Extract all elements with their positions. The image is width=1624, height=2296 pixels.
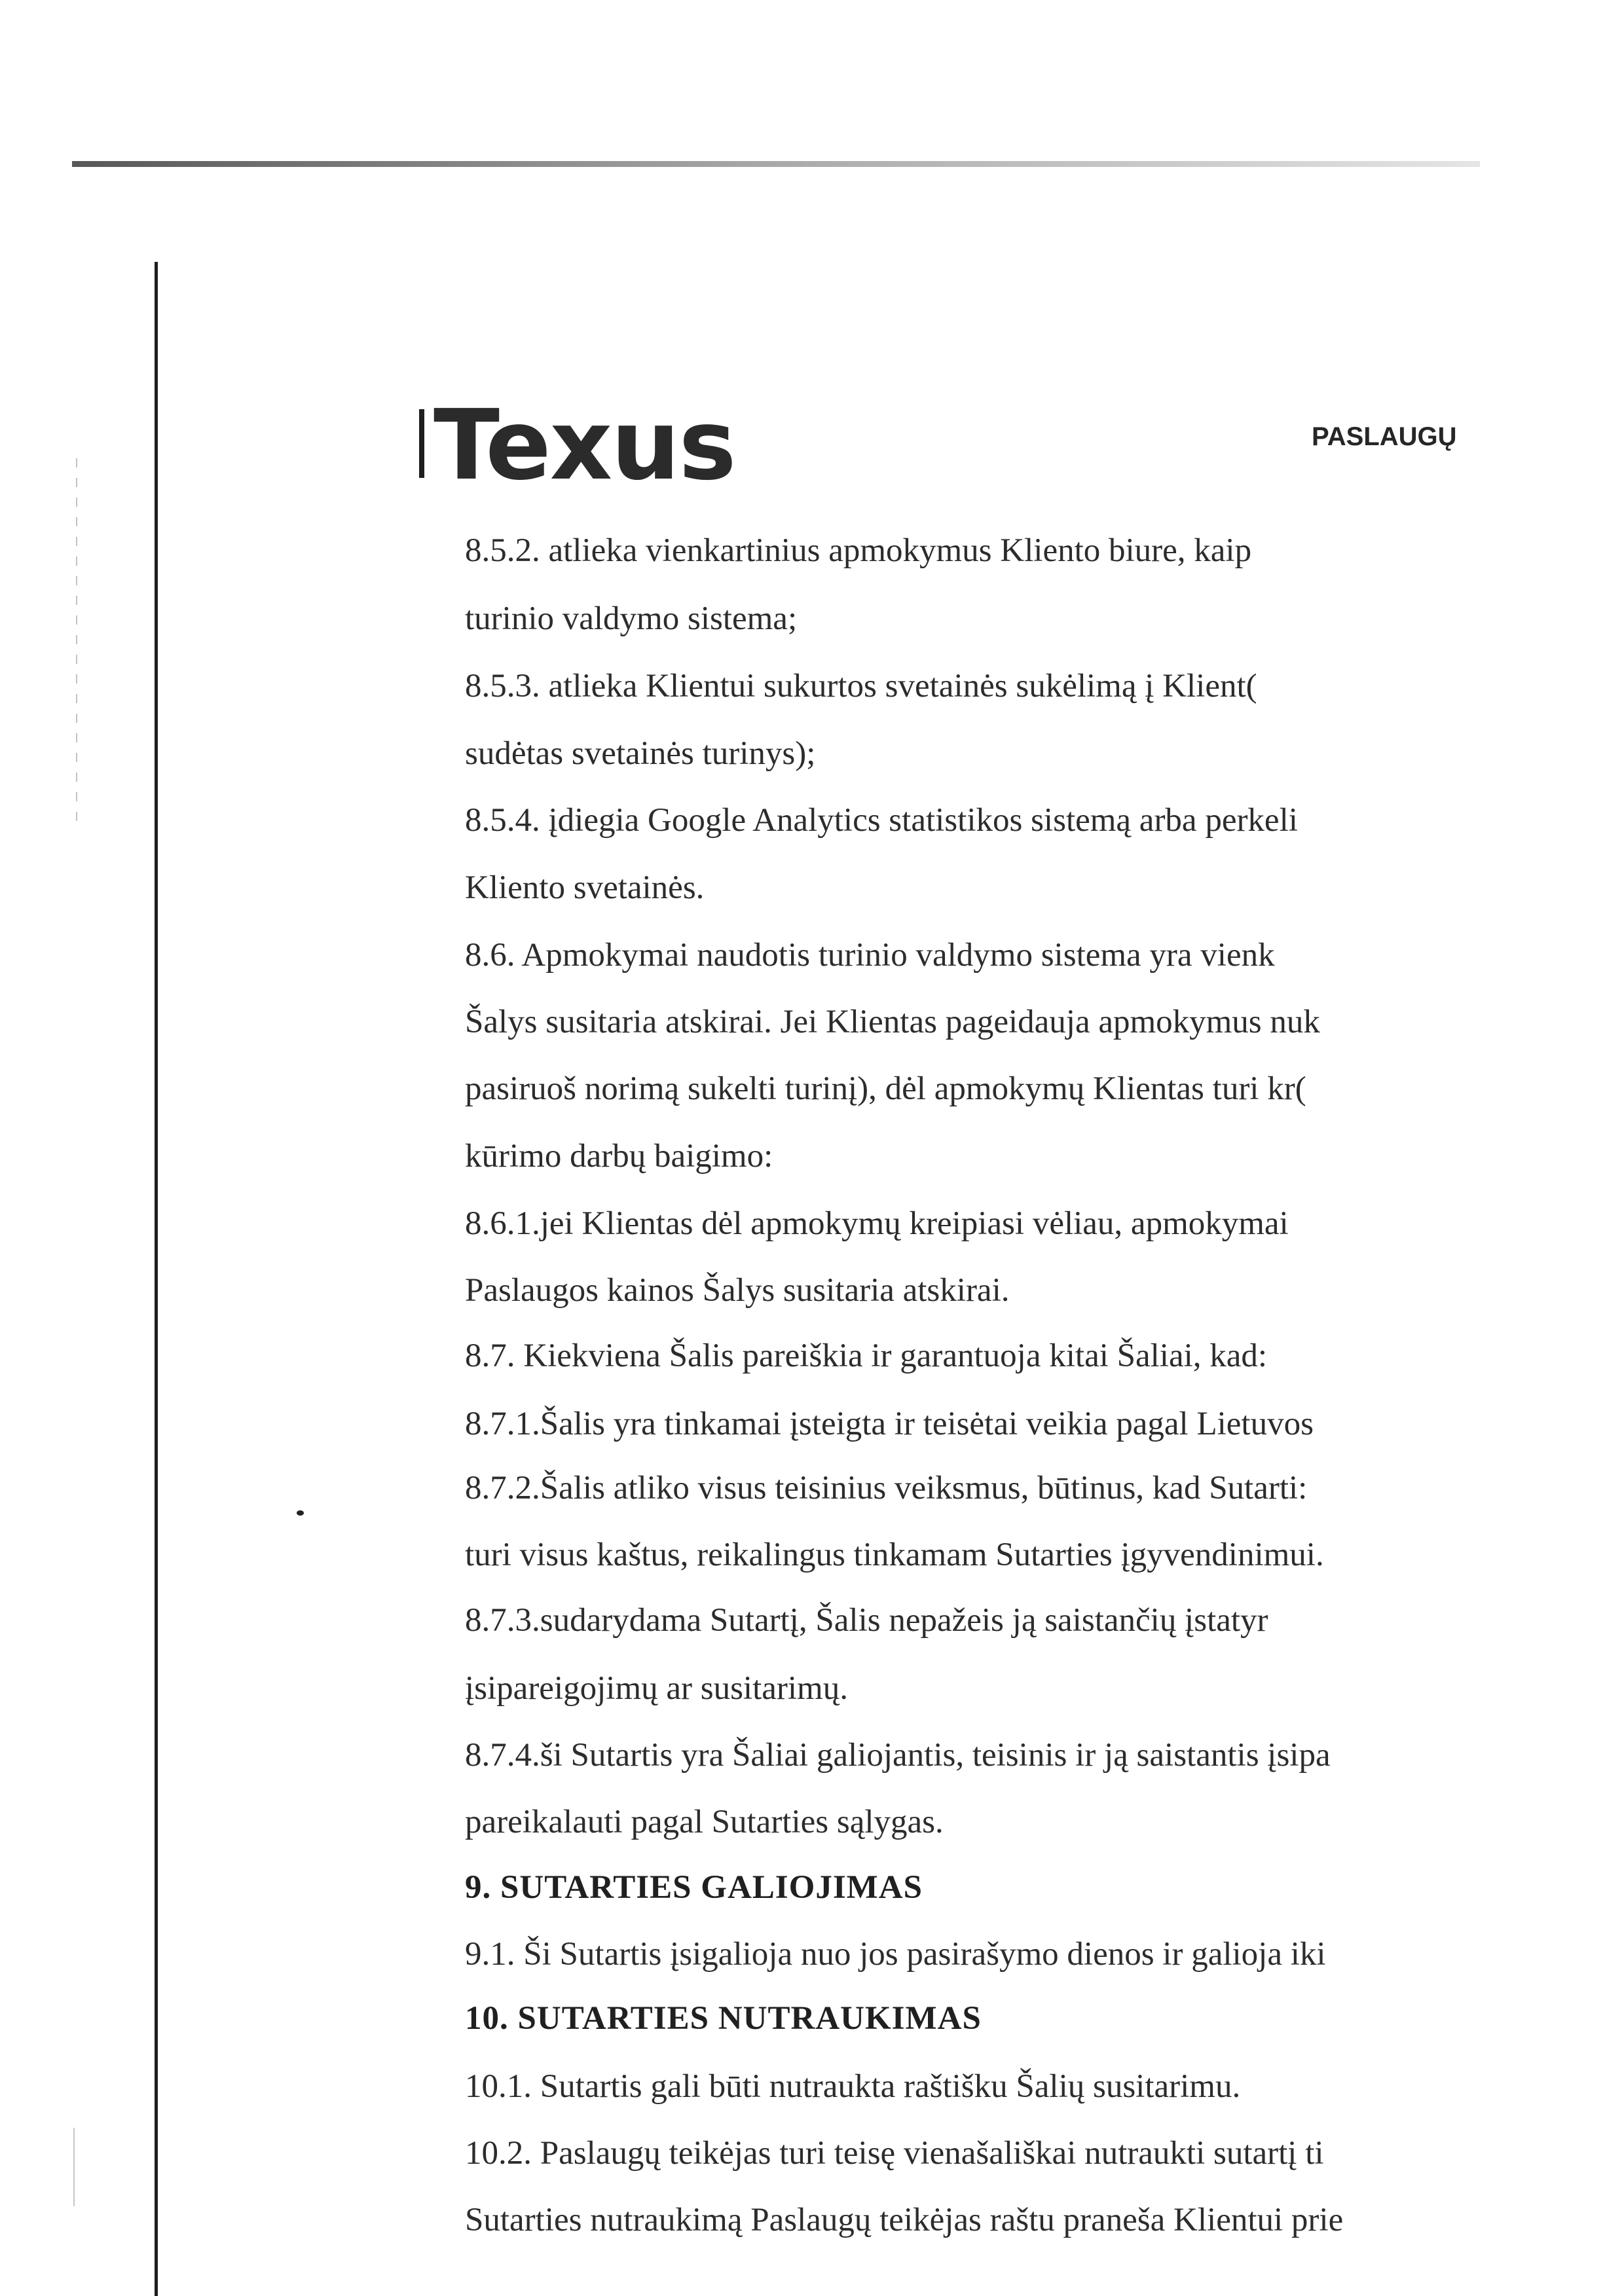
text-line: kūrimo darbų baigimo: (465, 1138, 773, 1175)
text-line: 8.5.3. atlieka Klientui sukurtos svetainės sukėlimą į Klient( (465, 668, 1257, 704)
company-logo: Texus (434, 389, 735, 501)
scan-top-edge (72, 161, 1480, 167)
scan-left-margin-line (155, 262, 158, 2296)
text-line: Paslaugos kainos Šalys susitaria atskirai. (465, 1272, 1010, 1309)
text-line: įsipareigojimų ar susitarimų. (465, 1670, 848, 1707)
text-line: 8.7.2.Šalis atliko visus teisinius veiksmus, būtinus, kad Sutarti: (465, 1470, 1308, 1506)
text-line: 8.6.1.jei Klientas dėl apmokymų kreipiasi vėliau, apmokymai (465, 1205, 1289, 1242)
text-line: 8.6. Apmokymai naudotis turinio valdymo sistema yra vienk (465, 937, 1275, 974)
section-heading: 9. SUTARTIES GALIOJIMAS (465, 1869, 923, 1906)
scan-left-faint-marks (76, 458, 77, 825)
text-line: pareikalauti pagal Sutarties sąlygas. (465, 1804, 944, 1840)
text-line: pasiruoš norimą sukelti turinį), dėl apmokymų Klientas turi kr( (465, 1070, 1306, 1107)
text-line: 8.7.4.ši Sutartis yra Šaliai galiojantis, teisinis ir ją saistantis įsipa (465, 1737, 1331, 1774)
text-line: 9.1. Ši Sutartis įsigalioja nuo jos pasirašymo dienos ir galioja iki (465, 1936, 1326, 1973)
text-line: turi visus kaštus, reikalingus tinkamam Sutarties įgyvendinimui. (465, 1537, 1324, 1573)
text-line: turinio valdymo sistema; (465, 600, 798, 637)
text-line: Šalys susitaria atskirai. Jei Klientas pageidauja apmokymus nuk (465, 1004, 1320, 1040)
text-line: 10.2. Paslaugų teikėjas turi teisę vienašališkai nutraukti sutartį ti (465, 2135, 1324, 2172)
document-body (465, 517, 1624, 2296)
text-line: 8.7.3.sudarydama Sutartį, Šalis nepažeis ją saistančių įstatyr (465, 1602, 1268, 1639)
text-line: 10.1. Sutartis gali būti nutraukta raštišku Šalių susitarimu. (465, 2068, 1241, 2105)
section-heading: 10. SUTARTIES NUTRAUKIMAS (465, 2000, 982, 2037)
document-header-title: PASLAUGŲ (1312, 422, 1457, 451)
scan-speck (297, 1510, 304, 1516)
text-line: 8.7. Kiekviena Šalis pareiškia ir garantuoja kitai Šaliai, kad: (465, 1338, 1268, 1374)
text-line: 8.7.1.Šalis yra tinkamai įsteigta ir teisėtai veikia pagal Lietuvos (465, 1406, 1314, 1442)
text-line: 8.5.4. įdiegia Google Analytics statistikos sistemą arba perkeli (465, 802, 1298, 839)
scan-left-faint-mark (73, 2128, 75, 2206)
text-line: Sutarties nutraukimą Paslaugų teikėjas raštu praneša Klientui prie (465, 2202, 1344, 2238)
text-line: 8.5.2. atlieka vienkartinius apmokymus Kliento biure, kaip (465, 532, 1252, 569)
header-logo-bar (419, 409, 424, 478)
text-line: sudėtas svetainės turinys); (465, 735, 816, 772)
text-line: Kliento svetainės. (465, 869, 705, 906)
